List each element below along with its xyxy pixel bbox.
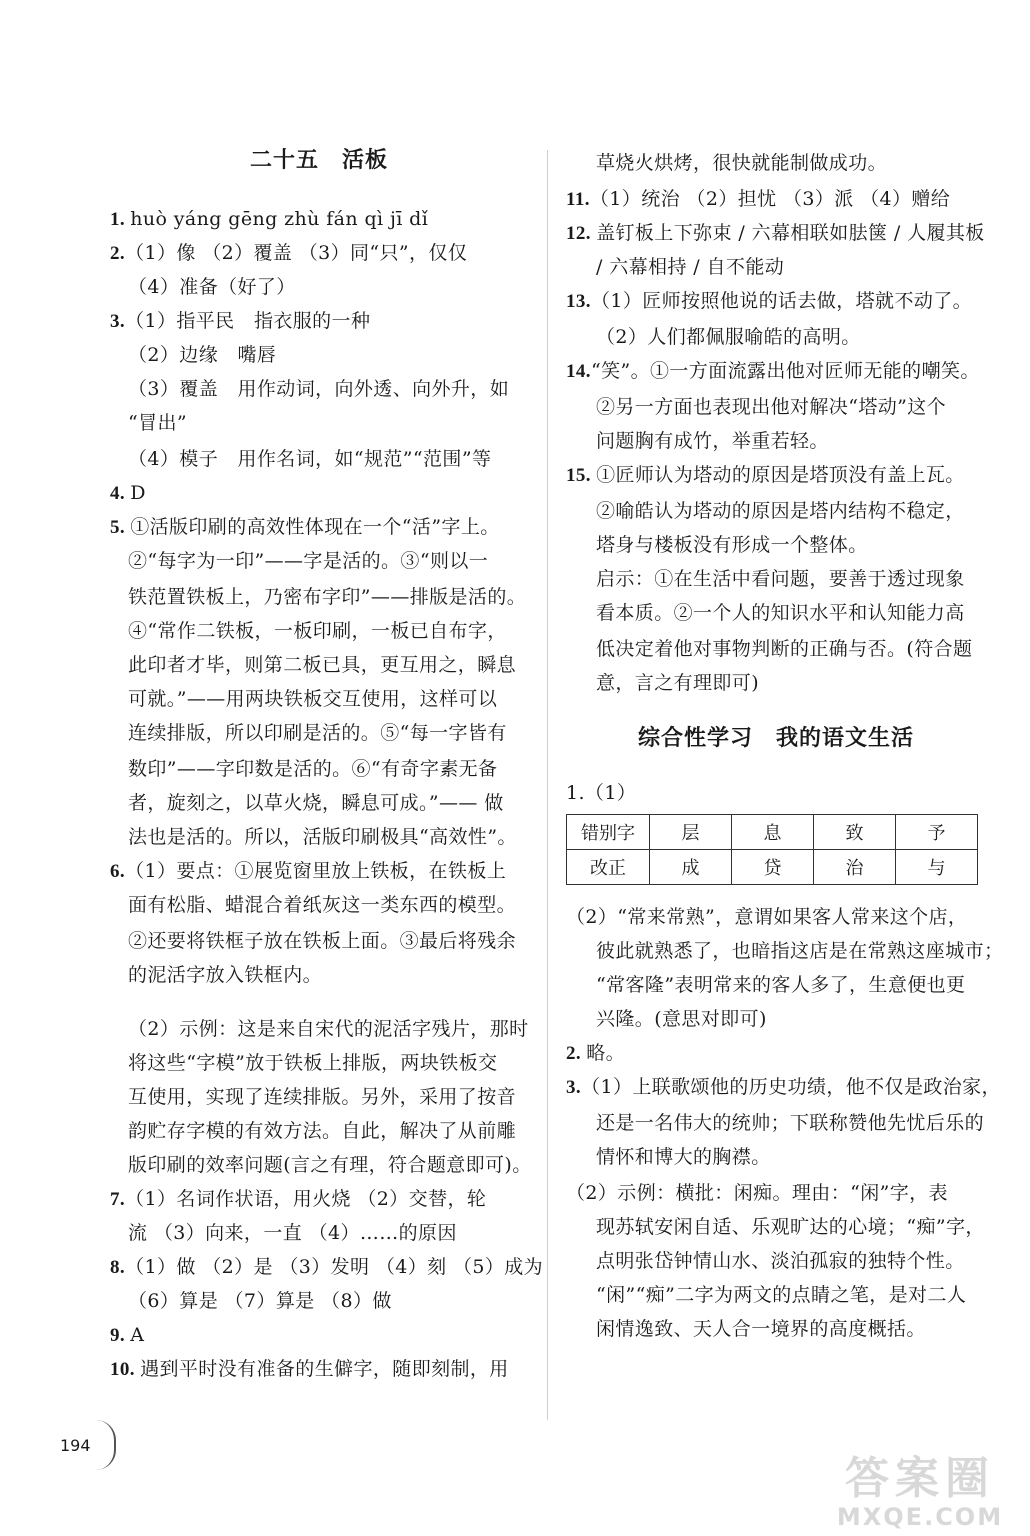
left-answer-line: 可就。”——用两块铁板交互使用，这样可以 [128, 688, 498, 710]
question-number: 11. [566, 189, 590, 210]
answer-text: ①活版印刷的高效性体现在一个“活”字上。 [130, 516, 500, 538]
left-answer-line: 铁范置铁板上，乃密布字印”——排版是活的。 [128, 586, 527, 608]
answer-text: 略。 [586, 1042, 626, 1064]
table-cell: 治 [814, 850, 896, 885]
answer-text: “笑”。①一方面流露出他对匠师无能的嘲笑。 [590, 360, 980, 382]
right-answer-line: ②喻皓认为塔动的原因是塔内结构不稳定， [596, 500, 965, 522]
right-answer-line [566, 1074, 1001, 1101]
right-answer-line: 意，言之有理即可) [596, 672, 760, 694]
table-cell: 成 [650, 850, 732, 885]
right-answer-line: （2）“常来常熟”，意谓如果客人常来这个店， [566, 906, 968, 928]
answer-text: 盖钉板上下弥束 / 六幕相联如胠箧 / 人履其板 [596, 222, 985, 244]
left-answer-line [110, 514, 500, 541]
question-number: 15. [566, 465, 597, 486]
column-divider [547, 150, 548, 1420]
question-number: 6. [110, 861, 126, 882]
left-answer-line: （2）示例：这是来自宋代的泥活字残片，那时 [128, 1018, 529, 1040]
left-answer-line: 韵贮存字模的有效方法。自此，解决了从前雕 [128, 1120, 517, 1142]
question-number: 5. [110, 517, 131, 538]
right-answer-line: 闲情逸致、天人合一境界的高度概括。 [596, 1318, 926, 1340]
left-answer-line: 将这些“字模”放于铁板上排版，两块铁板交 [128, 1052, 498, 1074]
right-answer-line [566, 288, 972, 315]
answer-text: （1）上联歌颂他的历史功绩，他不仅是政治家， [581, 1076, 1001, 1098]
right-answer-line: ②另一方面也表现出他对解决“塔动”这个 [596, 396, 947, 418]
question-number: 13. [566, 291, 591, 312]
section-title: 二十五 活板 [250, 148, 389, 173]
answer-text: ①匠师认为塔动的原因是塔顶没有盖上瓦。 [596, 464, 965, 486]
left-answer-line [110, 206, 428, 233]
left-answer-line: 的泥活字放入铁框内。 [128, 964, 323, 986]
left-answer-line [110, 1254, 543, 1281]
right-answer-line: 看本质。②一个人的知识水平和认知能力高 [596, 602, 965, 624]
right-answer-line: （2）人们都佩服喻皓的高明。 [596, 326, 861, 348]
right-answer-line: （2）示例：横批：闲痴。理由：“闲”字，表 [566, 1182, 948, 1204]
left-answer-line: ②“每字为一印”——字是活的。③“则以一 [128, 550, 489, 572]
table-cell: 贷 [732, 850, 814, 885]
left-answer-line: 版印刷的效率问题(言之有理，符合题意即可)。 [128, 1154, 532, 1176]
table-cell: 予 [896, 815, 978, 850]
left-answer-line [110, 308, 370, 335]
watermark-text: 答案圈 [845, 1453, 995, 1504]
left-answer-line: 流 （3）向来，一直 （4）……的原因 [128, 1222, 457, 1244]
right-answer-line: 还是一名伟大的统帅；下联称赞他先忧后乐的 [596, 1112, 985, 1134]
right-answer-line: 彼此就熟悉了，也暗指这店是在常熟这座城市； [596, 940, 1004, 962]
left-answer-line: 面有松脂、蜡混合着纸灰这一类东西的模型。 [128, 894, 517, 916]
left-answer-line: ④“常作二铁板，一板印刷，一板已自布字， [128, 620, 507, 642]
table-cell: 息 [732, 815, 814, 850]
question-number: 12. [566, 223, 597, 244]
right-answer-line: / 六幕相持 / 自不能动 [596, 256, 785, 278]
right-answer-line [566, 462, 965, 489]
question-number: 2. [110, 243, 126, 264]
left-answer-line [110, 1356, 509, 1383]
left-answer-line: （4）模子 用作名词，如“规范”“范围”等 [128, 448, 492, 470]
question-number: 8. [110, 1257, 126, 1278]
question-1-label: 1.（1） [566, 782, 637, 804]
answer-text: huò yáng gēng zhù fán qì jī dǐ [130, 208, 429, 230]
question-number: 9. [110, 1325, 131, 1346]
page-number: 194 [60, 1436, 91, 1455]
left-answer-line [110, 858, 506, 885]
left-answer-line: 者，旋刻之，以草火烧，瞬息可成。”—— 做 [128, 792, 504, 814]
left-answer-line: （6）算是 （7）算是 （8）做 [128, 1290, 392, 1312]
answer-text: （1）要点：①展览窗里放上铁板，在铁板上 [125, 860, 507, 882]
left-answer-line: 此印者才毕，则第二板已具，更互用之，瞬息 [128, 654, 517, 676]
answer-text: D [130, 482, 146, 504]
question-number: 10. [110, 1359, 141, 1380]
table-cell: 与 [896, 850, 978, 885]
right-answer-line: 现苏轼安闲自适、乐观旷达的心境；“痴”字， [596, 1216, 985, 1238]
left-answer-line [110, 480, 146, 507]
answer-text: （1）名词作状语，用火烧 （2）交替，轮 [125, 1188, 487, 1210]
right-answer-line: “常客隆”表明常来的客人多了，生意便也更 [596, 974, 966, 996]
right-answer-line [566, 186, 950, 213]
left-answer-line [110, 240, 467, 267]
table-row [567, 815, 978, 850]
left-answer-line: 法也是活的。所以，活版印刷极具“高效性”。 [128, 826, 517, 848]
right-answer-line [566, 1040, 625, 1067]
answer-text: （1）做 （2）是 （3）发明 （4）刻 （5）成为 [125, 1256, 544, 1278]
question-number: 2. [566, 1043, 587, 1064]
question-number: 7. [110, 1189, 126, 1210]
answer-text: （1）指平民 指衣服的一种 [125, 310, 371, 332]
left-answer-line: 互使用，实现了连续排版。另外，采用了按音 [128, 1086, 517, 1108]
table-cell: 错别字 [567, 815, 650, 850]
question-number: 1. [110, 209, 131, 230]
left-answer-line: （2）边缘 嘴唇 [128, 344, 277, 366]
table-cell: 改正 [567, 850, 650, 885]
right-answer-line: 低决定着他对事物判断的正确与否。(符合题 [596, 638, 973, 660]
correction-table [566, 814, 978, 885]
right-answer-line [566, 220, 985, 247]
answer-text: （1）匠师按照他说的话去做，塔就不动了。 [590, 290, 973, 312]
table-row [567, 850, 978, 885]
right-answer-line: “闲”“痴”二字为两文的点睛之笔，是对二人 [596, 1284, 967, 1306]
left-answer-line [110, 1186, 486, 1213]
left-answer-line: “冒出” [128, 412, 188, 434]
answer-text: （1）统治 （2）担忧 （3）派 （4）赠给 [589, 188, 951, 210]
answer-text: A [130, 1324, 145, 1346]
right-answer-line: 兴隆。(意思对即可) [596, 1008, 767, 1030]
left-answer-line [110, 1322, 144, 1349]
answer-text: （1）像 （2）覆盖 （3）同“只”，仅仅 [125, 242, 468, 264]
left-answer-line: 连续排版，所以印刷是活的。⑤“每一字皆有 [128, 722, 507, 744]
right-answer-line: 点明张岱钟情山水、淡泊孤寂的独特个性。 [596, 1250, 965, 1272]
section-title-2: 综合性学习 我的语文生活 [638, 726, 915, 751]
right-answer-line: 情怀和博大的胸襟。 [596, 1146, 771, 1168]
left-answer-line: （4）准备（好了） [128, 276, 296, 298]
page-number-bracket [96, 1420, 116, 1470]
question-number: 3. [110, 311, 126, 332]
left-answer-line: ②还要将铁框子放在铁板上面。③最后将残余 [128, 930, 517, 952]
right-answer-line: 塔身与楼板没有形成一个整体。 [596, 534, 868, 556]
left-answer-line: （3）覆盖 用作动词，向外透、向外升，如 [128, 378, 510, 400]
left-answer-line: 数印”——字印数是活的。⑥“有奇字素无备 [128, 758, 498, 780]
question-number: 14. [566, 361, 591, 382]
watermark-url: MXQE.COM [836, 1503, 1004, 1531]
watermark-logo [820, 1455, 1020, 1533]
table-cell: 层 [650, 815, 732, 850]
right-answer-line [566, 358, 980, 385]
question-number: 4. [110, 483, 131, 504]
answer-text: 遇到平时没有准备的生僻字，随即刻制，用 [140, 1358, 509, 1380]
right-answer-line: 草烧火烘烤，很快就能制做成功。 [596, 152, 888, 174]
question-number: 3. [566, 1077, 582, 1098]
right-answer-line: 问题胸有成竹，举重若轻。 [596, 430, 829, 452]
right-answer-line: 启示：①在生活中看问题，要善于透过现象 [596, 568, 965, 590]
table-cell: 致 [814, 815, 896, 850]
